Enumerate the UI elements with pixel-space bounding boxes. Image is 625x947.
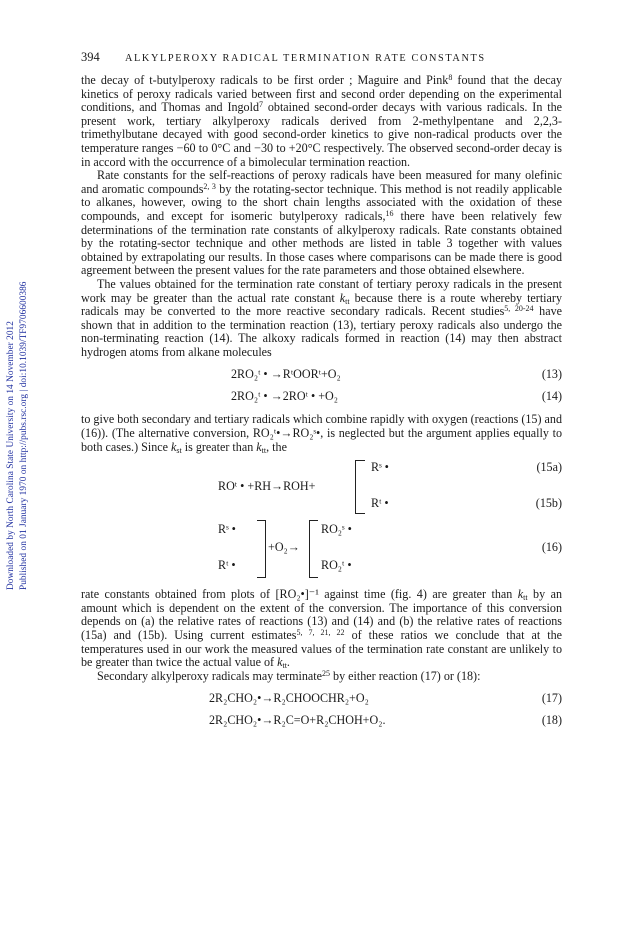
rate-symbol: k xyxy=(517,587,524,602)
page-content xyxy=(81,50,562,731)
equation-product-tertiary: RO₂ᵗ • xyxy=(321,558,352,573)
equation-number: (15b) xyxy=(535,496,562,511)
equation-18 xyxy=(81,709,562,731)
equation-number: (14) xyxy=(541,388,562,403)
reference-marker: 8 xyxy=(448,73,453,82)
equation-expression: 2RO₂ᵗ • →2ROᵗ • +O₂ xyxy=(231,388,338,403)
equation-15 xyxy=(81,458,562,516)
equation-13 xyxy=(81,363,562,385)
equation-operator: +O₂→ xyxy=(268,540,300,555)
running-head: ALKYLPEROXY RADICAL TERMINATION RATE CONSTANTS xyxy=(125,53,486,64)
equation-product-secondary: Rˢ • xyxy=(371,460,389,475)
paragraph-both-radicals xyxy=(81,413,562,454)
equation-reactant-tertiary: Rᵗ • xyxy=(218,558,236,573)
equation-expression: 2R₂CHO₂•→R₂CHOOCHR₂+O₂ xyxy=(209,690,369,705)
equation-number: (17) xyxy=(541,690,562,705)
paragraph-secondary-termination xyxy=(81,670,562,684)
rate-symbol: k xyxy=(339,290,346,305)
text-run: obtained second-order decays with various radicals. In the present work, tertiary alkylperoxy radicals derived from 2-methylpentane and 2,2,3-trimethylbutane decayed with good second-order kinetics to give non-radical products over the temperature ranges −60 to 0°C and −30 to +20°C respectively. The observed second-order decay is in accord with the occurrence of a bimolecular termination reaction. xyxy=(81,100,562,169)
download-notice-sidebar xyxy=(4,170,34,590)
reference-marker: 5, 7, 21, 22 xyxy=(296,628,345,638)
equation-17 xyxy=(81,687,562,709)
equation-expression: 2R₂CHO₂•→R₂C=O+R₂CHOH+O₂. xyxy=(209,712,386,727)
rate-subscript: st xyxy=(176,445,182,455)
equation-expression: 2RO₂ᵗ • →RᵗOORᵗ+O₂ xyxy=(231,366,341,381)
equation-product-secondary: RO₂ˢ • xyxy=(321,522,352,537)
equation-number: (15a) xyxy=(536,460,562,475)
rate-symbol: k xyxy=(256,439,262,454)
paragraph-tertiary-radicals xyxy=(81,278,562,360)
reference-marker: 25 xyxy=(322,668,330,678)
text-run: the decay of t-butylperoxy radicals to be first order ; Maguire and Pink xyxy=(81,73,449,87)
equation-14 xyxy=(81,385,562,407)
text-run: have shown that in addition to the termination reaction (13), tertiary peroxy radicals also undergo the non-terminating reaction (14). The alkoxy radicals formed in reaction (14) may then abstract hydrogen atoms from alkane molecules xyxy=(81,304,562,359)
rate-subscript: tt xyxy=(261,445,267,455)
rate-subscript: tt xyxy=(282,661,287,671)
equation-number: (18) xyxy=(541,712,562,727)
text-run: The values obtained for the termination rate constant of tertiary peroxy radicals in the present work may be greater than the actual rate constant xyxy=(81,276,562,305)
text-run: by the rotating-sector technique. This method is not readily applicable to alkanes, however, owing to the short chain lengths associated with the oxidation of these compounds, and except for isomeric butylperoxy radicals, xyxy=(81,181,563,223)
text-run: is greater than xyxy=(181,439,257,454)
brace xyxy=(309,520,318,578)
rate-symbol: k xyxy=(171,439,177,454)
text-run: , the xyxy=(266,439,287,454)
paragraph-conversion xyxy=(81,588,562,670)
equation-reactants: ROᵗ • +RH→ROH+ xyxy=(218,479,316,494)
equation-16 xyxy=(81,518,562,582)
brace xyxy=(355,460,365,514)
page-header xyxy=(81,50,562,70)
rate-subscript: tt xyxy=(523,593,528,603)
text-run: of these ratios we conclude that at the temperatures used in our work the measured values of the termination rate constant are unlikely to be greater than twice the actual value of xyxy=(81,628,562,670)
reference-marker: 7 xyxy=(259,100,264,110)
text-run: rate constants obtained from plots of [RO₂•]⁻¹ against time (fig. 4) are greater than xyxy=(81,587,518,602)
text-run: because there is a route whereby tertiary radicals may be converted to the more reactive secondary radicals. Recent studies xyxy=(81,290,562,319)
equation-number: (16) xyxy=(541,540,562,555)
page-number: 394 xyxy=(81,50,100,64)
rate-symbol: k xyxy=(277,655,283,670)
text-run: by an amount which is dependent on the extent of the conversion. The importance of this conversion depends on (a) the relative rates of reactions (13) and (14) and (b) the relative rates of reactions (15a) and (15b). Using current estimates xyxy=(81,587,562,643)
doi-notice-line[interactable]: Published on 01 January 1970 on http://pubs.rsc.org | doi:10.1039/TF9706600386 xyxy=(19,281,29,590)
text-run: Secondary alkylperoxy radicals may terminate xyxy=(97,668,322,683)
download-notice-line[interactable]: Downloaded by North Carolina State University on 14 November 2012 xyxy=(6,321,16,590)
equation-number: (13) xyxy=(541,366,562,381)
text-run: to give both secondary and tertiary radicals which combine rapidly with oxygen (reactions (15) and (16)). (The alternative conversion, RO₂ᵗ•→RO₂ˢ•, is neglected but the argument applies equally to both cases.) Since xyxy=(81,412,562,454)
rate-subscript: tt xyxy=(345,296,350,306)
brace xyxy=(257,520,266,578)
reference-marker: 5, 20-24 xyxy=(504,304,534,314)
paragraph-rate-constants xyxy=(81,169,562,278)
text-run: found that the decay kinetics of peroxy radicals varied between first and second order depending on the experimental conditions, and Thomas and Ingold xyxy=(81,73,562,115)
text-run: there have been relatively few determinations of the termination rate constants of alkylperoxy radicals. Rate constants obtained by the rotating-sector technique and other methods are listed in table 3 together with values obtained by extrapolating our results. In those cases where comparisons can be made there is good agreement between the present values for the rate parameters and those obtained elsewhere. xyxy=(81,208,562,278)
text-run: Rate constants for the self-reactions of peroxy radicals have been measured for many olefinic and aromatic compounds xyxy=(81,168,562,196)
reference-marker: 2, 3 xyxy=(203,181,216,191)
equation-product-tertiary: Rᵗ • xyxy=(371,496,389,511)
text-run: by either reaction (17) or (18): xyxy=(330,668,481,683)
text-run: . xyxy=(286,655,290,670)
equation-reactant-secondary: Rˢ • xyxy=(218,522,236,537)
reference-marker: 16 xyxy=(385,208,394,218)
paragraph-decay-order xyxy=(81,74,562,169)
